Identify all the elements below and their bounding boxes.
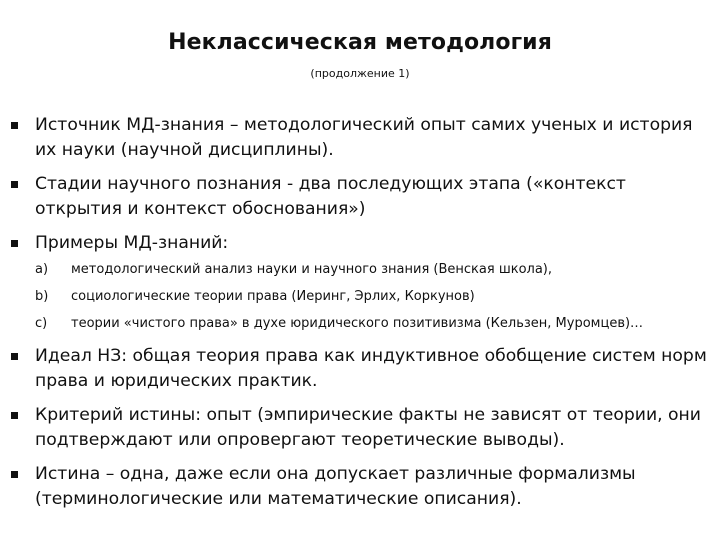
- bullet-text: Примеры МД-знаний:: [35, 233, 229, 253]
- sublist-item: [10, 259, 715, 280]
- sublist-letter: a): [35, 262, 49, 277]
- sublist-letter: c): [35, 316, 48, 331]
- bullet-text: Идеал НЗ: общая теория права как индуктивное обобщение систем норм права и юридических практик.: [35, 346, 707, 391]
- bullet-list: [10, 113, 715, 521]
- bullet-item: [10, 113, 715, 163]
- bullet-item: [10, 462, 715, 512]
- sublist-letter: b): [35, 289, 49, 304]
- bullet-item: [10, 172, 715, 222]
- bullet-square-icon: [11, 471, 18, 478]
- bullet-square-icon: [11, 240, 18, 247]
- bullet-square-icon: [11, 353, 18, 360]
- sublist-text: методологический анализ науки и научного знания (Венская школа),: [71, 262, 553, 277]
- bullet-text: Источник МД-знания – методологический опыт самих ученых и история их науки (научной дисциплины).: [35, 115, 693, 160]
- sublist-text: социологические теории права (Иеринг, Эрлих, Коркунов): [71, 289, 475, 304]
- bullet-square-icon: [11, 412, 18, 419]
- bullet-item: [10, 231, 715, 256]
- sublist-item: [10, 313, 715, 334]
- slide-title: Неклассическая методология: [168, 30, 552, 55]
- sublist-text: теории «чистого права» в духе юридического позитивизма (Кельзен, Муромцев)…: [71, 316, 644, 331]
- sublist-item: [10, 286, 715, 307]
- bullet-text: Критерий истины: опыт (эмпирические факты не зависят от теории, они подтверждают или опровергают теоретические выводы).: [35, 405, 701, 450]
- bullet-text: Стадии научного познания - два последующих этапа («контекст открытия и контекст обоснования»): [35, 174, 626, 219]
- bullet-square-icon: [11, 122, 18, 129]
- examples-sublist: [10, 259, 715, 334]
- slide-subtitle: (продолжение 1): [310, 67, 410, 80]
- bullet-item: [10, 403, 715, 453]
- bullet-item: [10, 344, 715, 394]
- bullet-text: Истина – одна, даже если она допускает различные формализмы (терминологические или математические описания).: [35, 464, 636, 509]
- bullet-square-icon: [11, 181, 18, 188]
